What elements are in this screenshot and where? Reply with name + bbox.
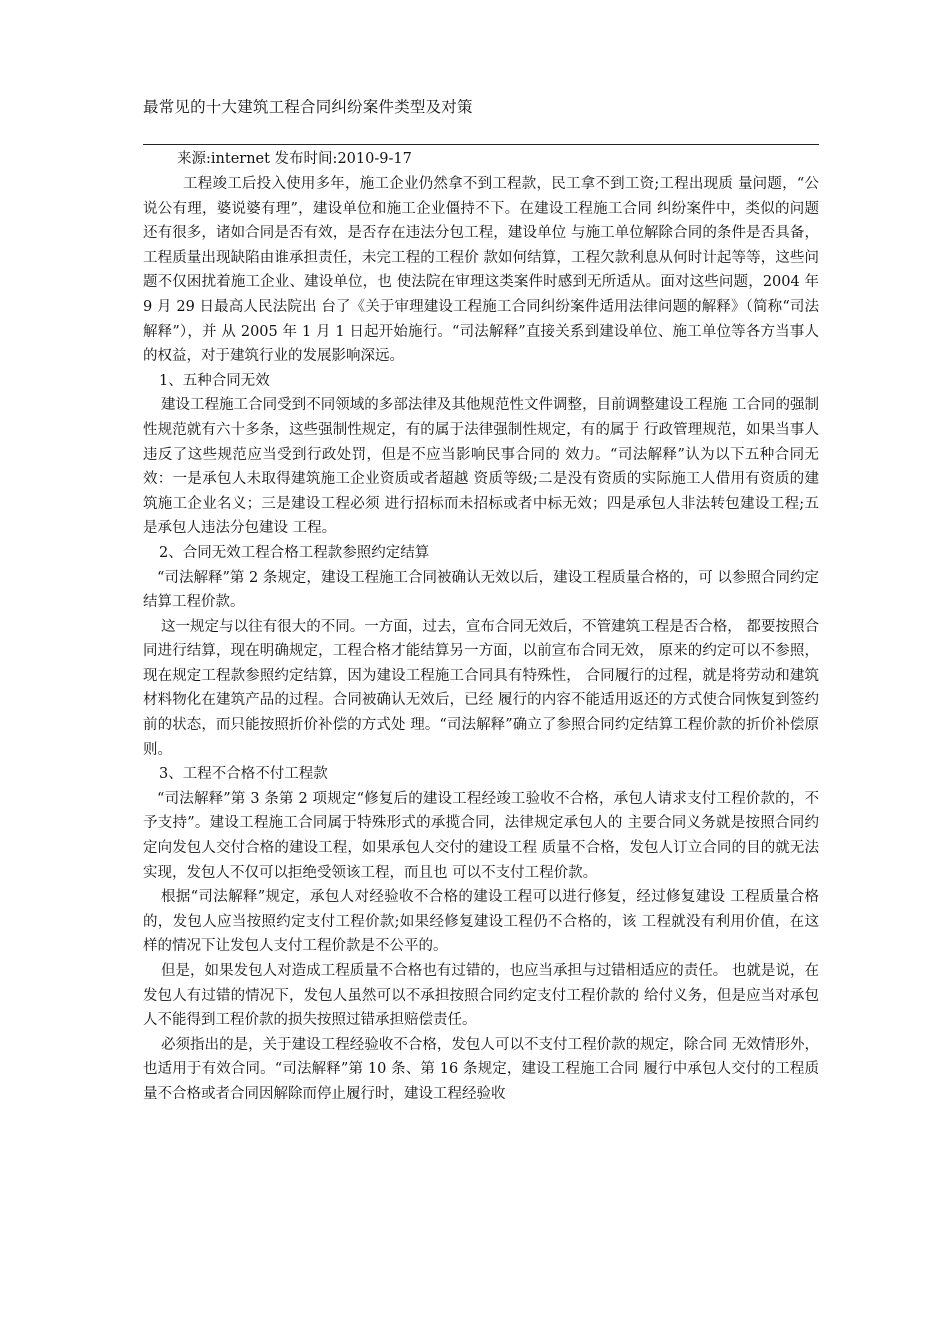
paragraph-section-3d: 必须指出的是，关于建设工程经验收不合格，发包人可以不支付工程价款的规定，除合同 无效情形外，也适用于有效合同。“司法解释”第 10 条、第 16 条规定，建设工程施工合同 履行中承包人交付的工程质量不合格或者合同因解除而停止履行时，建设工程经验收 [143,1036,819,1102]
paragraph-section-3b: 根据“司法解释”规定，承包人对经验收不合格的建设工程可以进行修复，经过修复建设 工程质量合格的，发包人应当按照约定支付工程价款;如果经修复建设工程仍不合格的，该 工程就没有利用价值，在这样的情况下让发包人支付工程价款是不公平的。 [143,889,819,955]
paragraph-section-2a: “司法解释”第 2 条规定，建设工程施工合同被确认无效以后，建设工程质量合格的，可 以参照合同约定结算工程价款。 [143,569,819,611]
paragraph-section-3a: “司法解释”第 3 条第 2 项规定“修复后的建设工程经竣工验收不合格，承包人请求支付工程价款的，不予支持”。建设工程施工合同属于特殊形式的承揽合同，法律规定承包人的 主要合同义务就是按照合同约定向发包人交付合格的建设工程，如果承包人交付的建设工程 质量不合格，发包人订立合同的目的就无法实现，发包人不仅可以拒绝受领该工程，而且也 可以不支付工程价款。 [143,790,819,881]
section-heading-1: 1、五种合同无效 [159,372,270,389]
section-heading-2: 2、合同无效工程合格工程款参照约定结算 [159,544,430,561]
document-page [143,96,819,1107]
section-heading-3: 3、工程不合格不付工程款 [159,766,328,783]
title-divider [143,144,819,145]
paragraph-section-1: 建设工程施工合同受到不同领域的多部法律及其他规范性文件调整，目前调整建设工程施 工合同的强制性规范就有六十多条，这些强制性规定，有的属于法律强制性规定，有的属于 行政管理规范，如果当事人违反了这些规范应当受到行政处罚，但是不应当影响民事合同的 效力。“司法解释”认为以下五种合同无效：一是承包人未取得建筑施工企业资质或者超越 资质等级;二是没有资质的实际施工人借用有资质的建筑施工企业名义；三是建设工程必须 进行招标而未招标或者中标无效；四是承包人非法转包建设工程;五是承包人违法分包建设 工程。 [143,397,819,537]
paragraph-section-2b: 这一规定与以往有很大的不同。一方面，过去，宣布合同无效后，不管建筑工程是否合格， 都要按照合同进行结算，现在明确规定，工程合格才能结算另一方面，以前宣布合同无效， 原来的约定可以不参照，现在规定工程款参照约定结算，因为建设工程施工合同具有特殊性， 合同履行的过程，就是将劳动和建筑材料物化在建筑产品的过程。合同被确认无效后，已经 履行的内容不能适用返还的方式使合同恢复到签约前的状态，而只能按照折价补偿的方式处 理。“司法解释”确立了参照合同约定结算工程价款的折价补偿原则。 [143,618,819,758]
source-meta: 来源:internet 发布时间:2010-9-17 [177,151,412,167]
paragraph-section-3c: 但是，如果发包人对造成工程质量不合格也有过错的，也应当承担与过错相适应的责任。 也就是说，在发包人有过错的情况下，发包人虽然可以不承担按照合同约定支付工程价款的 给付义务，但是应当对承包人不能得到工程价款的损失按照过错承担赔偿责任。 [143,963,819,1029]
document-title: 最常见的十大建筑工程合同纠纷案件类型及对策 [143,98,473,116]
paragraph-intro: 工程竣工后投入使用多年，施工企业仍然拿不到工程款，民工拿不到工资;工程出现质 量问题，“公说公有理，婆说婆有理”，建设单位和施工企业僵持不下。在建设工程施工合同 纠纷案件中，类似的问题还有很多，诸如合同是否有效，是否存在违法分包工程，建设单位 与施工单位解除合同的条件是否具备，工程质量出现缺陷由谁承担责任，未完工程的工程价 款如何结算，工程欠款利息从何时计起等等，这些问题不仅困扰着施工企业、建设单位，也 使法院在审理这类案件时感到无所适从。面对这些问题，2004 年 9 月 29 日最高人民法院出 台了《关于审理建设工程施工合同纠纷案件适用法律问题的解释》（简称“司法解释”），并 从 2005 年 1 月 1 日起开始施行。“司法解释”直接关系到建设单位、施工单位等各方当事人 的权益，对于建筑行业的发展影响深远。 [143,176,819,365]
document-body [143,172,819,1107]
